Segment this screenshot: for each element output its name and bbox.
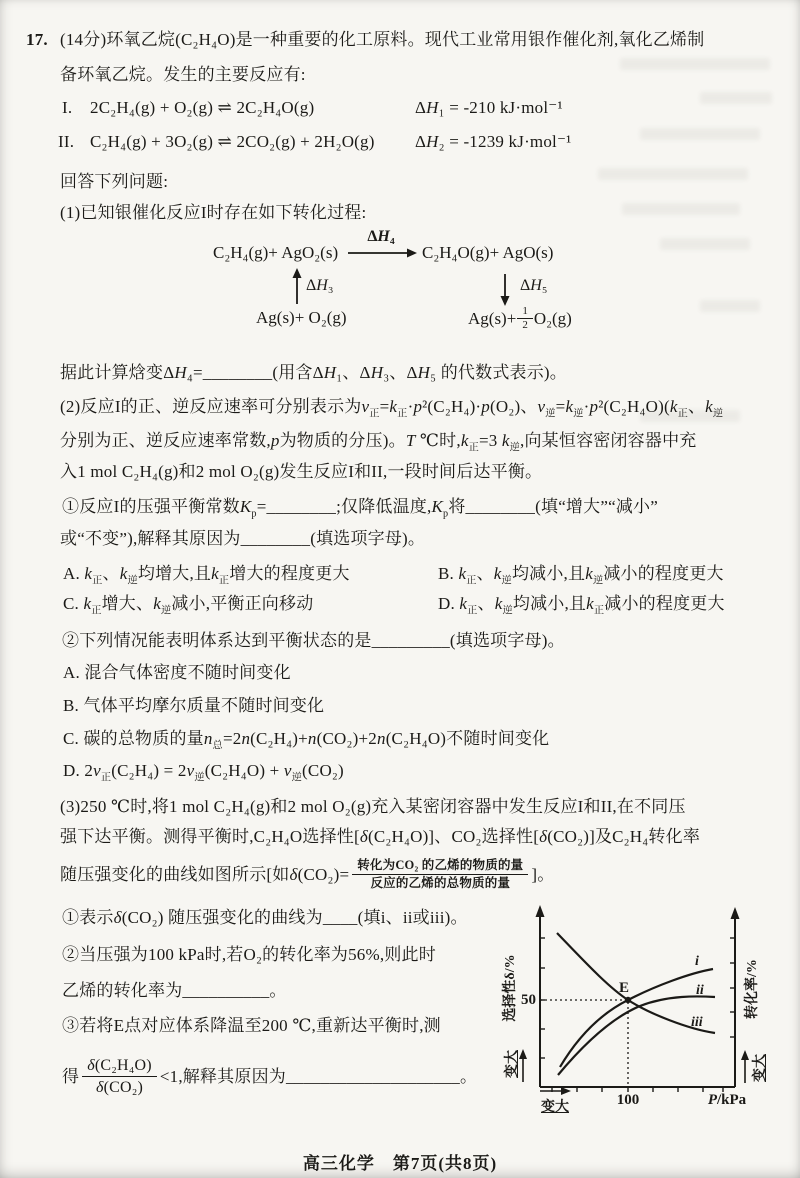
diagram-top-right-species: C₂H₄O(g)+ AgO(s) <box>422 243 554 262</box>
point-e-label: E <box>619 980 630 996</box>
diagram-dh3-label: ΔH₃ <box>306 277 334 294</box>
part3-q2-line2: 乙烯的转化率为__________。 <box>62 981 287 1000</box>
conversion-process-diagram <box>0 228 800 362</box>
part3-line3-prefix: 随压强变化的曲线如图所示[如δ(CO₂)= <box>60 864 350 884</box>
page-footer: 高三化学 第7页(共8页) <box>302 1154 498 1173</box>
part3-line2: 强下达平衡。测得平衡时,C₂H₄O选择性[δ(C₂H₄O)]、CO₂选择性[δ(CO₂)]及C₂H₄转化率 <box>60 827 701 846</box>
diagram-dh5-label: ΔH₅ <box>520 277 548 294</box>
diagram-arrows <box>0 232 800 362</box>
part2-line3: 入1 mol C₂H₄(g)和2 mol O₂(g)发生反应I和II,一段时间后达平衡。 <box>60 462 543 481</box>
question-intro-line2: 备环氧乙烷。发生的主要反应有: <box>60 65 306 84</box>
part3-q3-line2 <box>62 1048 477 1104</box>
diagram-bottom-right-species <box>468 306 572 331</box>
question-intro-line1: (14分)环氧乙烷(C₂H₄O)是一种重要的化工原料。现代工业常用银作催化剂,氧化乙烯制 <box>60 30 705 49</box>
curve-label-i: i <box>695 954 699 969</box>
option-eq-b: B. 气体平均摩尔质量不随时间变化 <box>63 696 325 715</box>
diagram-top-left-species: C₂H₄(g)+ AgO₂(s) <box>213 243 339 262</box>
option-eq-d: D. $2v_正(C_2H_4) = 2v_逆(C_2H_4O) + v_逆(CO_2)$ <box>63 761 344 784</box>
curve-label-ii: ii <box>696 983 704 998</box>
part3-q2-line1: ②当压强为100 kPa时,若O₂的转化率为56%,则此时 <box>62 945 436 964</box>
curve-label-iii: iii <box>691 1015 703 1030</box>
part3-q3-prefix: 得 <box>62 1066 80 1086</box>
part3-q3-line1: ③若将E点对应体系降温至200 ℃,重新达平衡时,测 <box>62 1016 441 1035</box>
option-eq-c: C. 碳的总物质的量$n_总=2n(C_2H_4)+n(CO_2)+2n(C_2H_4O)$不随时间变化 <box>63 729 550 752</box>
reaction-2-label: II. <box>58 132 75 151</box>
selectivity-conversion-chart <box>492 898 784 1142</box>
part3-line1: (3)250 ℃时,将1 mol C₂H₄(g)和2 mol O₂(g)充入某密闭容器中发生反应I和II,在不同压 <box>60 797 686 816</box>
diagram-bottom-right-pre: Ag(s)+ <box>468 308 517 328</box>
option-k-d: D. $k_正$、$k_逆$均减小,且$k_正$减小的程度更大 <box>438 594 725 617</box>
question-number: 17. <box>26 30 48 49</box>
part3-q3-suffix: <1,解释其原因为____________________。 <box>159 1066 478 1086</box>
right-y-axis-label: 转化率/% <box>745 959 760 1019</box>
part2-q1-line2: 或“不变”),解释其原因为________(填选项字母)。 <box>60 529 426 548</box>
x-tick-100: 100 <box>616 1092 640 1108</box>
scan-bleed-mark <box>700 92 772 104</box>
part3-q1: ①表示δ(CO₂) 随压强变化的曲线为____(填i、ii或iii)。 <box>62 908 468 927</box>
reaction-1-equation: 2C₂H₄(g) + O₂(g) ⇌ 2C₂H₄O(g) <box>90 98 315 117</box>
part2-line1: (2)反应I的正、逆反应速率可分别表示为$v_正=k_正\cdot p^2(C_2H_4)\cdot p(O_2)$、$v_逆=k_逆\cdot p^2(C_2H_4O)(k_正$、$k_逆$ <box>60 397 724 420</box>
option-k-c: C. $k_正$增大、$k_逆$减小,平衡正向移动 <box>63 594 314 617</box>
diagram-bottom-right-post: O₂(g) <box>533 308 572 328</box>
part2-q2: ②下列情况能表明体系达到平衡状态的是_________(填选项字母)。 <box>62 631 565 650</box>
diagram-dh4-label: ΔH₄ <box>367 228 395 245</box>
scan-bleed-mark <box>622 203 740 215</box>
left-y-axis-label: 选择性δ/% <box>503 954 518 1022</box>
part1-intro: (1)已知银催化反应I时存在如下转化过程: <box>60 203 367 222</box>
scan-bleed-mark <box>640 128 760 140</box>
co2-selectivity-definition-fraction: $\frac{\text{转化为CO₂ 的乙烯的物质的量}}{\text{反应的乙烯的总物质的量}}$ <box>352 858 528 891</box>
grow-annotation-right: 变大 <box>753 1054 768 1082</box>
part2-line2: 分别为正、逆反应速率常数,p为物质的分压)。T ℃时$,k_正=3$ $k_逆$,向某恒容密闭容器中充 <box>60 431 697 454</box>
one-half-fraction: $\frac{1}{2}$ <box>517 306 533 331</box>
reaction-1-enthalpy: ΔH₁ = -210 kJ·mol⁻¹ <box>415 98 563 117</box>
scan-bleed-mark <box>598 168 748 180</box>
answer-prompt: 回答下列问题: <box>60 172 169 191</box>
grow-annotation-left: 变大 <box>505 1050 520 1078</box>
reaction-2-equation: C₂H₄(g) + 3O₂(g) ⇌ 2CO₂(g) + 2H₂O(g) <box>90 132 375 151</box>
scan-bleed-mark <box>620 58 770 70</box>
part3-line3-suffix: ]。 <box>531 864 555 884</box>
option-k-a: A. $k_正$、$k_逆$均增大,且$k_正$增大的程度更大 <box>63 564 350 587</box>
diagram-bottom-left-species: Ag(s)+ O₂(g) <box>256 308 347 327</box>
y-tick-50: 50 <box>521 992 536 1008</box>
part2-q1-line1: ①反应I的压强平衡常数$K_p=\_\_\_\_\_\_\_\_$;仅降低温度$,K_p$将________(填“增大”“减小” <box>62 497 658 520</box>
selectivity-ratio-fraction: $\frac{\text{δ(C₂H₄O)}}{\text{δ(CO₂)}}$ <box>82 1056 157 1097</box>
grow-annotation-bottom: 变大 <box>541 1100 569 1115</box>
part1-question: 据此计算焓变ΔH₄=________(用含ΔH₁、ΔH₃、ΔH₅ 的代数式表示)。 <box>60 363 567 382</box>
reaction-1-label: I. <box>62 98 73 117</box>
part3-line3 <box>60 852 554 896</box>
option-eq-a: A. 混合气体密度不随时间变化 <box>63 663 291 682</box>
reaction-2-enthalpy: ΔH₂ = -1239 kJ·mol⁻¹ <box>415 132 572 151</box>
point-e-dot <box>625 997 631 1003</box>
x-axis-label: P/kPa <box>707 1092 747 1108</box>
option-k-b: B. $k_正$、$k_逆$均减小,且$k_逆$减小的程度更大 <box>438 564 724 587</box>
